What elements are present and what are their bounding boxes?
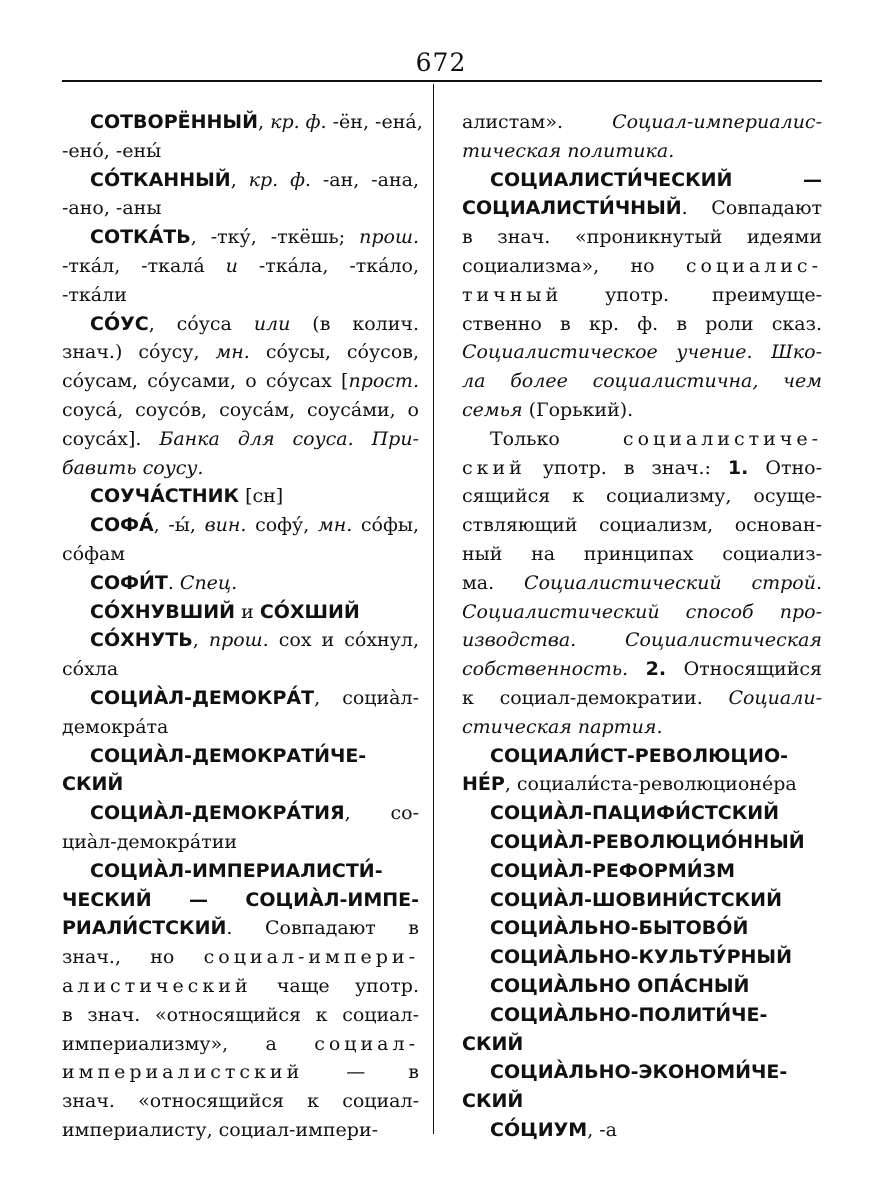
text-line: СОЦИА̀ЛЬНО-ПОЛИТИ́ЧЕ- bbox=[490, 1003, 768, 1026]
text-line: знач. «относящийся к социал- bbox=[62, 1090, 419, 1113]
text-line: со́хла bbox=[62, 658, 119, 681]
text-line: СОЦИА̀Л-ДЕМОКРАТИ́ЧЕ- bbox=[90, 744, 367, 767]
text-line: сящийся к социализму, осуще- bbox=[462, 485, 822, 508]
text-line: СО́ЦИУМ, -а bbox=[490, 1118, 618, 1141]
text-line: империалисту, социал-импери- bbox=[62, 1118, 379, 1141]
text-line: СОЦИАЛИ́СТ-РЕВОЛЮЦИО- bbox=[490, 744, 788, 767]
text-line: со́усам, со́усами, о со́усах [прост. bbox=[62, 370, 419, 393]
text-line: тичный употр. преимуще- bbox=[462, 283, 822, 306]
text-line: ный на принципах социализ- bbox=[462, 542, 822, 565]
text-line: соуса́, соусо́в, соуса́м, соуса́ми, о bbox=[62, 398, 419, 421]
text-line: семья (Горький). bbox=[462, 398, 634, 421]
text-line: СОТКА́ТЬ, -тку́, -ткёшь; прош. bbox=[90, 226, 419, 249]
text-line: ствляющий социализм, основан- bbox=[462, 514, 822, 537]
page-number: 672 bbox=[415, 48, 467, 77]
left-column bbox=[62, 108, 423, 1145]
text-line: НЕ́Р, социали́ста-революционе́ра bbox=[462, 773, 797, 796]
text-line: -тка́ли bbox=[62, 283, 127, 306]
text-line: ЧЕСКИЙ — СОЦИА̀Л-ИМПЕ- bbox=[62, 888, 419, 911]
text-line: СОЦИАЛИСТИ́ЧЕСКИЙ — bbox=[490, 168, 822, 191]
text-line: СОЦИА̀ЛЬНО ОПА́СНЫЙ bbox=[490, 974, 750, 997]
text-line: СОФИ́Т. Спец. bbox=[90, 571, 238, 594]
text-line: СОЦИА̀Л-ДЕМОКРА́Т, социа̀л- bbox=[90, 686, 419, 709]
text-line: знач., но социал-импери- bbox=[62, 946, 419, 969]
text-line: алистический чаще употр. bbox=[62, 974, 419, 997]
text-line: циа̀л-демокра́тии bbox=[62, 830, 238, 853]
text-line: СОТВОРЁННЫЙ, кр. ф. -ён, -ена́, bbox=[90, 111, 423, 133]
text-line: СОЦИА̀Л-ИМПЕРИАЛИСТИ́- bbox=[90, 859, 383, 882]
text-line: империализму», а социал- bbox=[62, 1032, 419, 1055]
text-line: СОФА́, -ы́, вин. софу́, мн. со́фы, bbox=[90, 514, 420, 537]
text-line: СО́ТКАННЫЙ, кр. ф. -ан, -ана, bbox=[90, 168, 419, 191]
text-line: стическая партия. bbox=[462, 715, 663, 738]
column-divider bbox=[433, 84, 434, 1134]
text-line: бавить соусу. bbox=[62, 456, 204, 479]
text-line: ский употр. в знач.: 1. Отно- bbox=[462, 456, 822, 479]
text-line: со́фам bbox=[62, 542, 126, 565]
text-line: СО́УС, со́уса или (в колич. bbox=[90, 312, 419, 335]
text-line: изводства. Социалистическая bbox=[462, 629, 822, 652]
text-line: СОУЧА́СТНИК [сн] bbox=[90, 485, 284, 508]
text-line: СОЦИА̀Л-ШОВИНИ́СТСКИЙ bbox=[490, 888, 782, 911]
text-line: демокра́та bbox=[62, 715, 169, 738]
text-line: тическая политика. bbox=[462, 139, 675, 162]
text-line: собственность. 2. Относящийся bbox=[462, 658, 822, 681]
text-line: СОЦИАЛИСТИ́ЧНЫЙ. Совпадают bbox=[462, 197, 822, 220]
text-line: империалистский — в bbox=[62, 1061, 419, 1084]
text-line: к социал-демократии. Социали- bbox=[462, 686, 822, 709]
text-line: СКИЙ bbox=[62, 773, 124, 796]
text-line: -тка́л, -ткала́ и -тка́ла, -тка́ло, bbox=[62, 254, 419, 277]
text-line: Социалистическое учение. Шко- bbox=[462, 341, 822, 364]
text-line: Социалистический способ про- bbox=[462, 600, 822, 623]
text-line: соуса́х]. Банка для соуса. При- bbox=[62, 427, 419, 450]
text-line: -ено́, -ены́ bbox=[62, 139, 162, 162]
text-line: алистам». Социал-империалис- bbox=[462, 111, 822, 133]
text-line: СКИЙ bbox=[462, 1032, 524, 1055]
text-line: СОЦИА̀ЛЬНО-ЭКОНОМИ́ЧЕ- bbox=[490, 1061, 788, 1084]
text-line: СОЦИА̀ЛЬНО-КУЛЬТУ́РНЫЙ bbox=[490, 946, 792, 969]
text-line: СОЦИА̀Л-РЕВОЛЮЦИО́ННЫЙ bbox=[490, 830, 805, 853]
text-line: РИАЛИ́СТСКИЙ. Совпадают в bbox=[62, 917, 419, 940]
text-line: Только социалистиче- bbox=[490, 427, 822, 450]
text-line: ственно в кр. ф. в роли сказ. bbox=[462, 312, 822, 335]
text-line: СО́ХНУВШИЙ и СО́ХШИЙ bbox=[90, 600, 360, 623]
text-line: СОЦИА̀Л-ПАЦИФИ́СТСКИЙ bbox=[490, 802, 780, 825]
text-line: -ано, -аны bbox=[62, 197, 162, 220]
text-line: социализма», но социалис- bbox=[462, 254, 822, 277]
text-line: СО́ХНУТЬ, прош. сох и со́хнул, bbox=[90, 629, 419, 652]
text-line: СОЦИА̀Л-ДЕМОКРА́ТИЯ, со- bbox=[90, 802, 419, 825]
text-line: СКИЙ bbox=[462, 1090, 524, 1113]
text-line: ма. Социалистический строй. bbox=[462, 571, 822, 594]
text-line: знач.) со́усу, мн. со́усы, со́усов, bbox=[62, 341, 419, 364]
right-column bbox=[462, 108, 822, 1145]
text-line: ла более социалистична, чем bbox=[462, 370, 822, 393]
text-line: СОЦИА̀Л-РЕФОРМИ́ЗМ bbox=[490, 859, 736, 882]
header-rule bbox=[62, 80, 822, 82]
text-line: СОЦИА̀ЛЬНО-БЫТОВО́Й bbox=[490, 917, 749, 940]
text-line: в знач. «относящийся к социал- bbox=[62, 1003, 419, 1026]
text-line: в знач. «проникнутый идеями bbox=[462, 226, 822, 249]
